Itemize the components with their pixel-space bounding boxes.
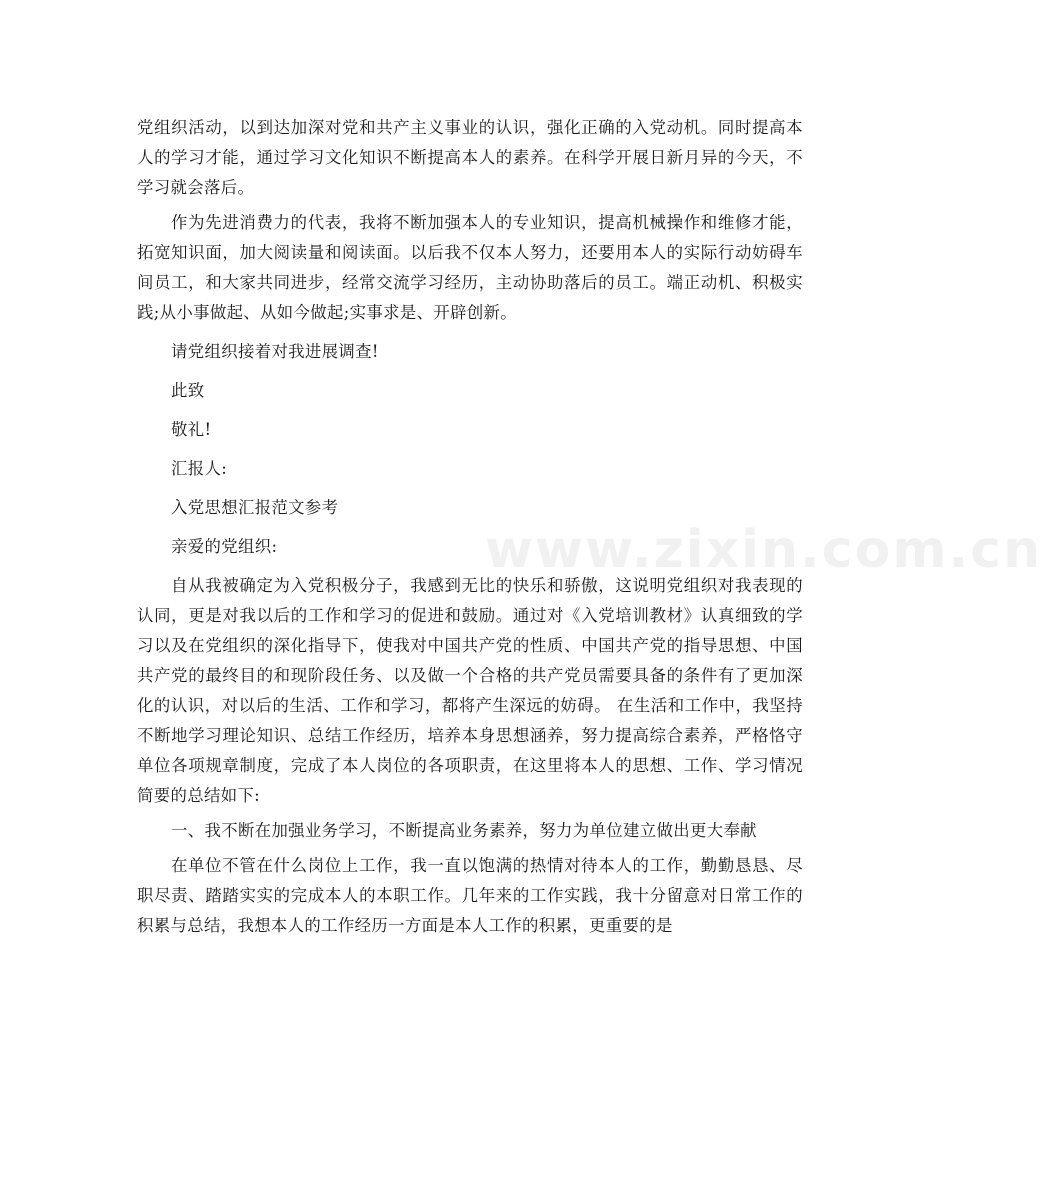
paragraph-consumer-representative: 作为先进消费力的代表，我将不断加强本人的专业知识，提高机械操作和维修才能，拓宽知识面，加大阅读量和阅读面。以后我不仅本人努力，还要用本人的实际行动妨碍车间员工，和大家共同进步，经常交流学习经历，主动协助落后的员工。端正动机、积极实践;从小事做起、从如今做起;实事求是、开辟创新。 bbox=[137, 213, 803, 322]
reporter-label: 汇报人: bbox=[171, 459, 228, 478]
closing-respect: 敬礼! bbox=[171, 420, 212, 439]
section-title: 入党思想汇报范文参考 bbox=[171, 498, 339, 517]
section-heading-one: 一、我不断在加强业务学习，不断提高业务素养，努力为单位建立做出更大奉献 bbox=[171, 821, 757, 840]
greeting: 亲爱的党组织: bbox=[171, 537, 278, 556]
paragraph-work-attitude: 在单位不管在什么岗位上工作，我一直以饱满的热情对待本人的工作，勤勤恳恳、尽职尽责、踏踏实实的完成本人的本职工作。几年来的工作实践，我十分留意对日常工作的积累与总结，我想本人的工作经历一方面是本人工作的积累，更重要的是 bbox=[137, 856, 803, 935]
document-body bbox=[137, 113, 803, 941]
watermark: www.zixin.com.cn bbox=[485, 520, 1042, 580]
paragraph-continuation: 党组织活动，以到达加深对党和共产主义事业的认识，强化正确的入党动机。同时提高本人的学习才能，通过学习文化知识不断提高本人的素养。在科学开展日新月异的今天，不学习就会落后。 bbox=[137, 118, 803, 197]
paragraph-request-investigation: 请党组织接着对我进展调查! bbox=[171, 342, 379, 361]
closing-salutation: 此致 bbox=[171, 381, 205, 400]
paragraph-introduction: 自从我被确定为入党积极分子，我感到无比的快乐和骄傲，这说明党组织对我表现的认同，更是对我以后的工作和学习的促进和鼓励。通过对《入党培训教材》认真细致的学习以及在党组织的深化指导下，使我对中国共产党的性质、中国共产党的指导思想、中国共产党的最终目的和现阶段任务、以及做一个合格的共产党员需要具备的条件有了更加深化的认识，对以后的生活、工作和学习，都将产生深远的妨碍。 在生活和工作中，我坚持不断地学习理论知识、总结工作经历，培养本身思想涵养，努力提高综合素养，严格恪守单位各项规章制度，完成了本人岗位的各项职责，在这里将本人的思想、工作、学习情况简要的总结如下: bbox=[137, 576, 803, 805]
